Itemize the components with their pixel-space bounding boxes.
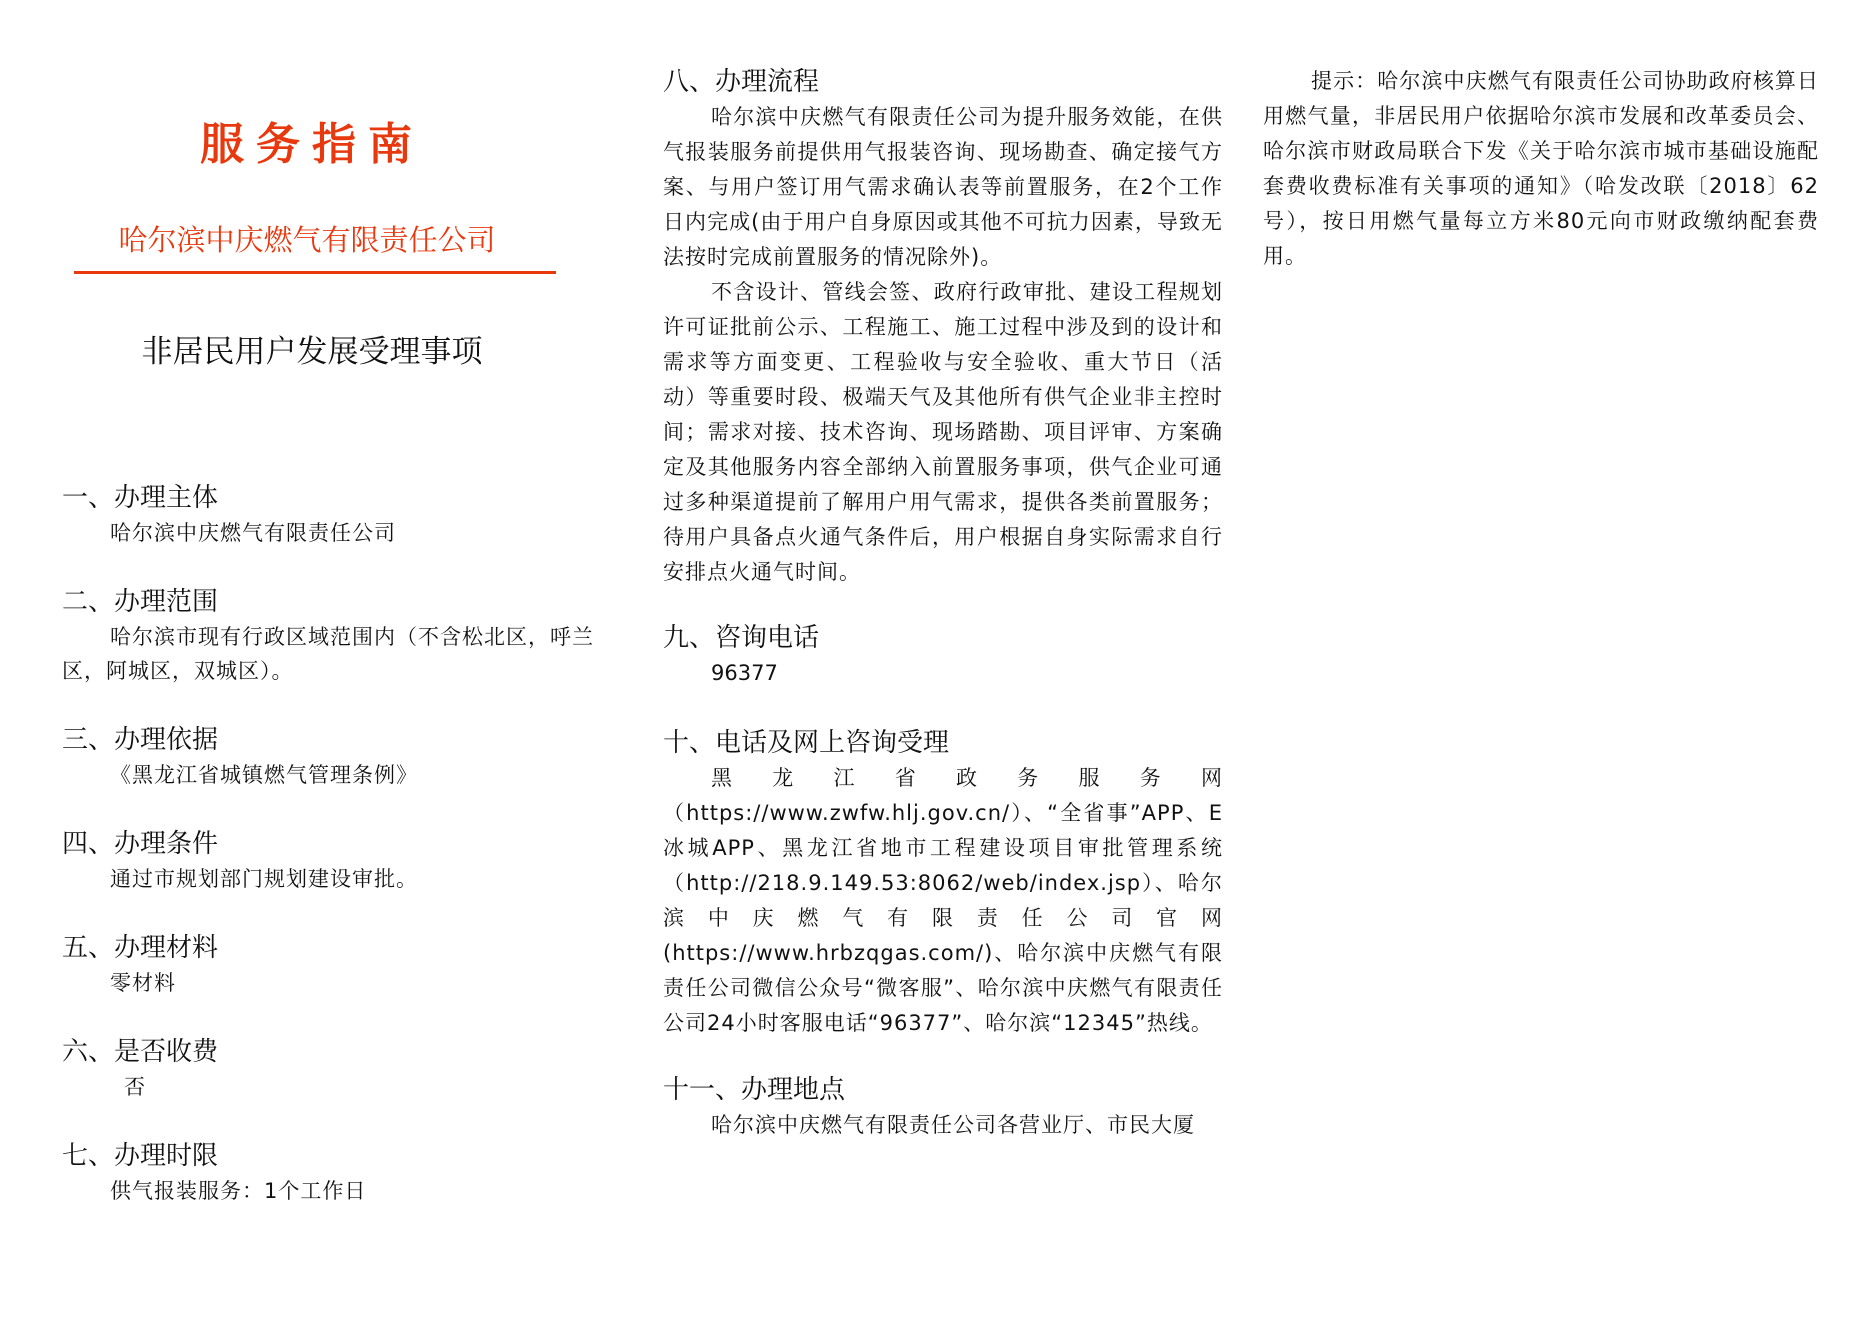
section-heading: 十一、办理地点 — [663, 1075, 846, 1105]
header-divider — [74, 271, 556, 274]
section-handling-conditions — [62, 826, 622, 896]
section-body: 《黑龙江省城镇燃气管理条例》 — [110, 763, 418, 787]
section-heading: 一、办理主体 — [62, 483, 219, 513]
section-heading: 九、咨询电话 — [663, 623, 820, 653]
online-consult-body: 黑龙江省政务服务网（https://www.zwfw.hlj.gov.cn/）、“全省事”APP、E冰城APP、黑龙江省地市工程建设项目审批管理系统（http://218.9.149.53:8062/web/index.jsp）、哈尔滨中庆燃气有限责任公司官网(https://www.hrbzqgas.com/)、哈尔滨中庆燃气有限责任公司微信公众号“微客服”、哈尔滨中庆燃气有限责任公司24小时客服电话“96377”、哈尔滨“12345”热线。 — [663, 766, 1223, 1035]
section-body: 哈尔滨市现有行政区域范围内（不含松北区，呼兰区，阿城区，双城区）。 — [62, 625, 594, 683]
document-subtitle: 非居民用户发展受理事项 — [141, 334, 483, 370]
section-online-consult — [663, 725, 1223, 1041]
section-heading: 三、办理依据 — [62, 725, 219, 755]
location-body: 哈尔滨中庆燃气有限责任公司各营业厅、市民大厦 — [711, 1113, 1195, 1137]
section-handling-materials — [62, 930, 622, 1000]
section-heading: 二、办理范围 — [62, 587, 219, 617]
section-heading: 六、是否收费 — [62, 1037, 219, 1067]
section-handling-basis — [62, 722, 622, 792]
company-name-header: 哈尔滨中庆燃气有限责任公司 — [118, 223, 496, 257]
process-paragraph-2: 不含设计、管线会签、政府行政审批、建设工程规划许可证批前公示、工程施工、施工过程中涉及到的设计和需求等方面变更、工程验收与安全验收、重大节日（活动）等重要时段、极端天气及其他所有供气企业非主控时间；需求对接、技术咨询、现场踏勘、项目评审、方案确定及其他服务内容全部纳入前置服务事项，供气企业可通过多种渠道提前了解用户用气需求，提供各类前置服务；待用户具备点火通气条件后，用户根据自身实际需求自行安排点火通气时间。 — [663, 280, 1223, 584]
section-heading: 七、办理时限 — [62, 1141, 219, 1171]
section-body: 供气报装服务：1个工作日 — [110, 1179, 367, 1203]
section-body: 否 — [124, 1075, 146, 1099]
section-handling-scope — [62, 584, 622, 688]
section-handling-entity — [62, 480, 622, 550]
section-body: 通过市规划部门规划建设审批。 — [110, 867, 418, 891]
section-body: 哈尔滨中庆燃气有限责任公司 — [110, 521, 396, 545]
section-heading: 五、办理材料 — [62, 933, 219, 963]
section-fee — [62, 1034, 622, 1104]
guide-title: 服务指南 — [200, 119, 424, 170]
section-heading: 十、电话及网上咨询受理 — [663, 728, 950, 758]
fee-tip-note: 提示：哈尔滨中庆燃气有限责任公司协助政府核算日用燃气量，非居民用户依据哈尔滨市发展和改革委员会、哈尔滨市财政局联合下发《关于哈尔滨市城市基础设施配套费收费标准有关事项的通知》（哈发改联〔2018〕62号），按日用燃气量每立方米80元向市财政缴纳配套费用。 — [1263, 69, 1819, 268]
section-heading: 八、办理流程 — [663, 67, 820, 97]
section-heading: 四、办理条件 — [62, 829, 219, 859]
section-time-limit — [62, 1138, 622, 1208]
section-body: 零材料 — [110, 971, 176, 995]
section-process — [663, 64, 1223, 590]
section-location — [663, 1072, 1223, 1143]
section-consult-phone — [663, 620, 1223, 690]
consult-phone-number: 96377 — [711, 661, 778, 685]
process-paragraph-1: 哈尔滨中庆燃气有限责任公司为提升服务效能，在供气报装服务前提供用气报装咨询、现场勘查、确定接气方案、与用户签订用气需求确认表等前置服务，在2个工作日内完成(由于用户自身原因或其他不可抗力因素，导致无法按时完成前置服务的情况除外)。 — [663, 105, 1223, 269]
